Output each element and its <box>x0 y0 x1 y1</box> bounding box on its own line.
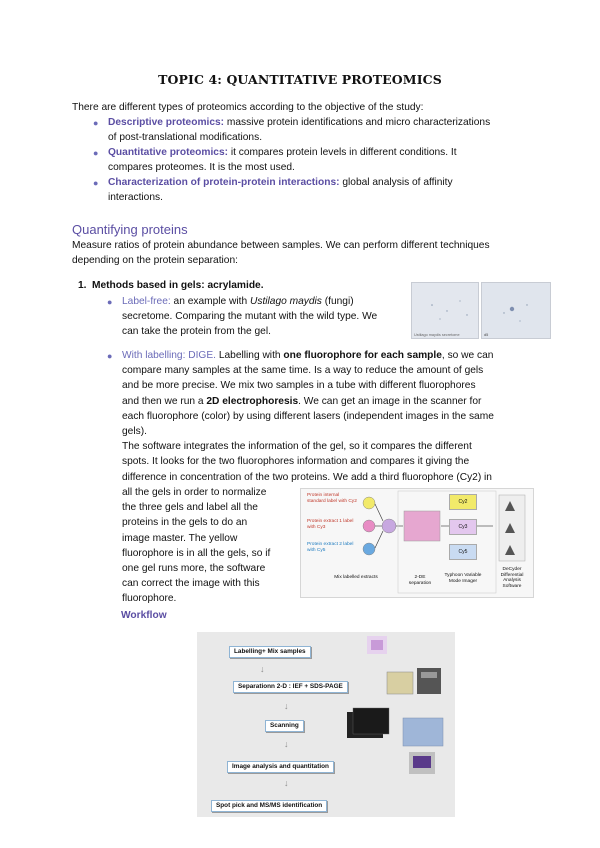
sample-cy5-label: Protein extract 2 label with Cy5 <box>307 542 354 553</box>
workflow-equipment-images <box>197 632 455 817</box>
method-title: Methods based in gels: acrylamide. <box>92 280 264 291</box>
dige-paragraph: With labelling: DIGE. Labelling with one fluorophore for each sample, so we can compare many samples at the same time. Is a way to reduce the amount of gels and be more precise. We mix two samples in a tube with different fluorophores and then we run a 2D electrophoresis. We can get an image in the scanner for each fluorophore (color) by using different lasers (independent images in the same gels). The software integrates the information of the gel, so it compares the different spots. It looks for the two fluorophores information and compares it giving the difference in concentration of the two proteins. We add a third fluorophore (Cy2) in <box>122 350 494 483</box>
workflow-step-labelling: Labelling+ Mix samples <box>229 646 311 658</box>
scanner-label: Typhoon Variable Mode Imager <box>444 573 482 584</box>
workflow-step-scanning: Scanning <box>265 720 304 732</box>
sample-cy2-label: Protein internal standard label with Cy2 <box>307 493 357 504</box>
dige-diagram <box>300 488 534 598</box>
mixed-label: Mix labelled extracts <box>334 575 378 580</box>
arrow-down-icon: ↓ <box>284 739 289 749</box>
workflow-step-analysis: Image analysis and quantitation <box>227 761 334 773</box>
section-title: Quantifying proteins <box>72 222 188 237</box>
cy5-image: Cy5 <box>449 544 477 560</box>
bullet-icon: ● <box>107 351 113 361</box>
section-intro: Measure ratios of protein abundance between samples. We can perform different techniques depending on the protein separation: <box>72 240 490 267</box>
intro-text: There are different types of proteomics according to the objective of the study: <box>72 102 424 113</box>
software-label: DeCyder Differential Analysis Software <box>500 567 524 589</box>
cy2-image: Cy2 <box>449 494 477 510</box>
arrow-down-icon: ↓ <box>260 664 265 674</box>
gel-image-wildtype: d5 <box>481 282 551 339</box>
sample-cy3-label: Protein extract 1 label with Cy3 <box>307 519 354 530</box>
gel-spots-icon <box>412 283 478 338</box>
workflow-diagram <box>197 632 455 817</box>
arrow-down-icon: ↓ <box>284 701 289 711</box>
workflow-step-identification: Spot pick and MS/MS identification <box>211 800 327 812</box>
bullet-icon: ● <box>93 178 99 188</box>
bullet-icon: ● <box>107 297 113 307</box>
gel-spots-icon <box>482 283 550 338</box>
cy3-image: Cy3 <box>449 519 477 535</box>
gel-image-mutant: Ustilago maydis secretome <box>411 282 479 339</box>
method-number: 1. <box>78 280 87 291</box>
labelfree-paragraph: Label-free: an example with Ustilago maydis (fungi) secretome. Comparing the mutant with the wild type. We can take the protein from the gel. <box>122 296 378 338</box>
arrow-down-icon: ↓ <box>284 778 289 788</box>
page-title: TOPIC 4: QUANTITATIVE PROTEOMICS <box>158 72 442 87</box>
dige-wrap-paragraph: all the gels in order to normalize the three gels and label all the proteins in the gels to do an image master. The yellow fluorophore is in all the gels, so if one gel runs more, the software can correct the image with this fluorophore. <box>122 487 271 605</box>
bullet-icon: ● <box>93 148 99 158</box>
type-item-quantitative: Quantitative proteomics: it compares protein levels in different conditions. It compares proteomes. It is the most used. <box>108 147 457 174</box>
type-item-descriptive: Descriptive proteomics: massive protein identifications and micro characterizations of post-translational modifications. <box>108 117 491 144</box>
workflow-step-separation: Separationn 2-D : IEF + SDS-PAGE <box>233 681 348 693</box>
bullet-icon: ● <box>93 118 99 128</box>
separation-label: 2-DE separation <box>408 575 432 586</box>
workflow-heading: Workflow <box>121 610 167 621</box>
type-item-interactions: Characterization of protein-protein interactions: global analysis of affinity interactions. <box>108 177 453 204</box>
